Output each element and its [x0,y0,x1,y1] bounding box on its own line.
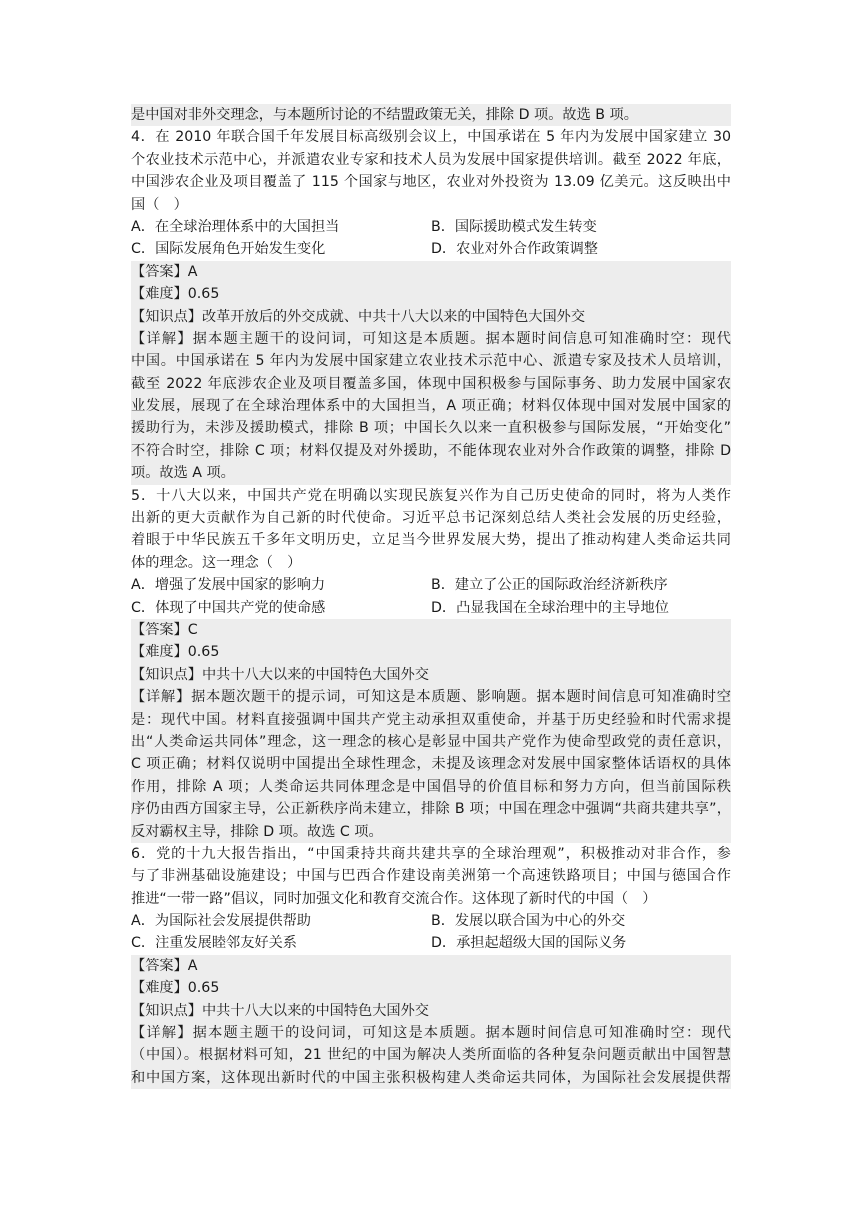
question-6-options-row [131,932,731,954]
explanation-line: 【详解】据本题主题干的设问词，可知这是本质题。据本题时间信息可知准确时空：现代 [131,1022,731,1044]
option-b: B．建立了公正的国际政治经济新秩序 [431,577,668,594]
explanation-line: （中国）。根据材料可知，21 世纪的中国为解决人类所面临的各种复杂问题贡献出中国智慧 [131,1044,731,1066]
question-5-stem: 出新的更大贡献作为自己新的时代使命。习近平总书记深刻总结人类社会发展的历史经验， [131,510,731,527]
option-b: B．发展以联合国为中心的外交 [431,913,626,930]
option-c: C．国际发展角色开始发生变化 [131,241,326,258]
explanation-line: 截至 2022 年底涉农企业及项目覆盖多国，体现中国积极参与国际事务、助力发展中国家农 [131,373,731,395]
option-d: D．凸显我国在全球治理中的主导地位 [431,599,669,616]
knowledge-point-line: 【知识点】中共十八大以来的中国特色大国外交 [131,1000,731,1022]
explanation-line: 【详解】据本题次题干的提示词，可知这是本质题、影响题。据本题时间信息可知准确时空 [131,686,731,708]
answer-line: 【答案】A [131,261,731,283]
question-5-stem: 5．十八大以来，中国共产党在明确以实现民族复兴作为自己历史使命的同时，将为人类作 [131,487,731,504]
explanation-line: 业发展，展现了在全球治理体系中的大国担当，A 项正确；材料仅体现中国对发展中国家的 [131,395,731,417]
option-a: A．在全球治理体系中的大国担当 [131,218,340,235]
knowledge-point-line: 【知识点】改革开放后的外交成就、中共十八大以来的中国特色大国外交 [131,306,731,328]
question-6-options-row [131,910,731,932]
explanation-line: 不符合时空，排除 C 项；材料仅提及对外援助，不能体现农业对外合作政策的调整，排除 D [131,440,731,462]
question-6-stem: 与了非洲基础设施建设；中国与巴西合作建设南美洲第一个高速铁路项目；中国与德国合作 [131,868,731,885]
explanation-line: 反对霸权主导，排除 D 项。故选 C 项。 [131,821,731,843]
explanation-line: 序仍由西方国家主导，公正新秩序尚未建立，排除 B 项；中国在理念中强调“共商共建共享”， [131,798,731,820]
explanation-line: 中国。中国承诺在 5 年内为发展中国家建立农业技术示范中心、派遣专家及技术人员培训， [131,350,731,372]
question-5-options-row [131,597,731,619]
question-4-stem: 个农业技术示范中心，并派遣农业专家和技术人员为发展中国家提供培训。截至 2022 年底， [131,151,731,168]
option-d: D．承担起超级大国的国际义务 [431,935,627,952]
text-line: 是中国对非外交理念，与本题所讨论的不结盟政策无关，排除 D 项。故选 B 项。 [131,104,731,126]
option-d: D．农业对外合作政策调整 [431,241,598,258]
explanation-line: 【详解】据本题主题干的设问词，可知这是本质题。据本题时间信息可知准确时空：现代 [131,328,731,350]
question-4-stem: 中国涉农企业及项目覆盖了 115 个国家与地区，农业对外投资为 13.09 亿美元。这反映出中 [131,174,731,191]
explanation-line: C 项正确；材料仅说明中国提出全球性理念，未提及该理念对发展中国家整体话语权的具体 [131,753,731,775]
explanation-line: 项。故选 A 项。 [131,462,731,484]
option-b: B．国际援助模式发生转变 [431,218,597,235]
explanation-line: 作用，排除 A 项；人类命运共同体理念是中国倡导的价值目标和努力方向，但当前国际秩 [131,776,731,798]
option-a: A．增强了发展中国家的影响力 [131,577,326,594]
question-5-options-row [131,574,731,596]
question-5-stem: 着眼于中华民族五千多年文明历史，立足当今世界发展大势，提出了推动构建人类命运共同 [131,532,731,549]
answer-line: 【答案】A [131,955,731,977]
explanation-line: 是：现代中国。材料直接强调中国共产党主动承担双重使命，并基于历史经验和时代需求提 [131,709,731,731]
answer-line: 【答案】C [131,619,731,641]
question-6-stem: 6．党的十九大报告指出，“中国秉持共商共建共享的全球治理观”，积极推动对非合作，参 [131,845,731,862]
question-4-stem: 4．在 2010 年联合国千年发展目标高级别会议上，中国承诺在 5 年内为发展中国家建立 30 [131,129,731,146]
document-body [131,104,731,1089]
question-4-options-row [131,216,731,238]
difficulty-line: 【难度】0.65 [131,977,731,999]
explanation-line: 援助行为，未涉及援助模式，排除 B 项；中国长久以来一直积极参与国际发展，“开始变化” [131,417,731,439]
difficulty-line: 【难度】0.65 [131,283,731,305]
explanation-line: 和中国方案，这体现出新时代的中国主张积极构建人类命运共同体，为国际社会发展提供帮 [131,1067,731,1089]
difficulty-line: 【难度】0.65 [131,641,731,663]
option-a: A．为国际社会发展提供帮助 [131,913,311,930]
question-5-stem: 体的理念。这一理念（ ） [131,554,302,571]
question-4-options-row [131,238,731,260]
knowledge-point-line: 【知识点】中共十八大以来的中国特色大国外交 [131,664,731,686]
explanation-line: 出“人类命运共同体”理念，这一理念的核心是彰显中国共产党作为使命型政党的责任意识， [131,731,731,753]
option-c: C．体现了中国共产党的使命感 [131,599,326,616]
question-6-stem: 推进“一带一路”倡议，同时加强文化和教育交流合作。这体现了新时代的中国（ ） [131,890,657,907]
option-c: C．注重发展睦邻友好关系 [131,935,297,952]
question-4-stem: 国（ ） [131,196,188,213]
